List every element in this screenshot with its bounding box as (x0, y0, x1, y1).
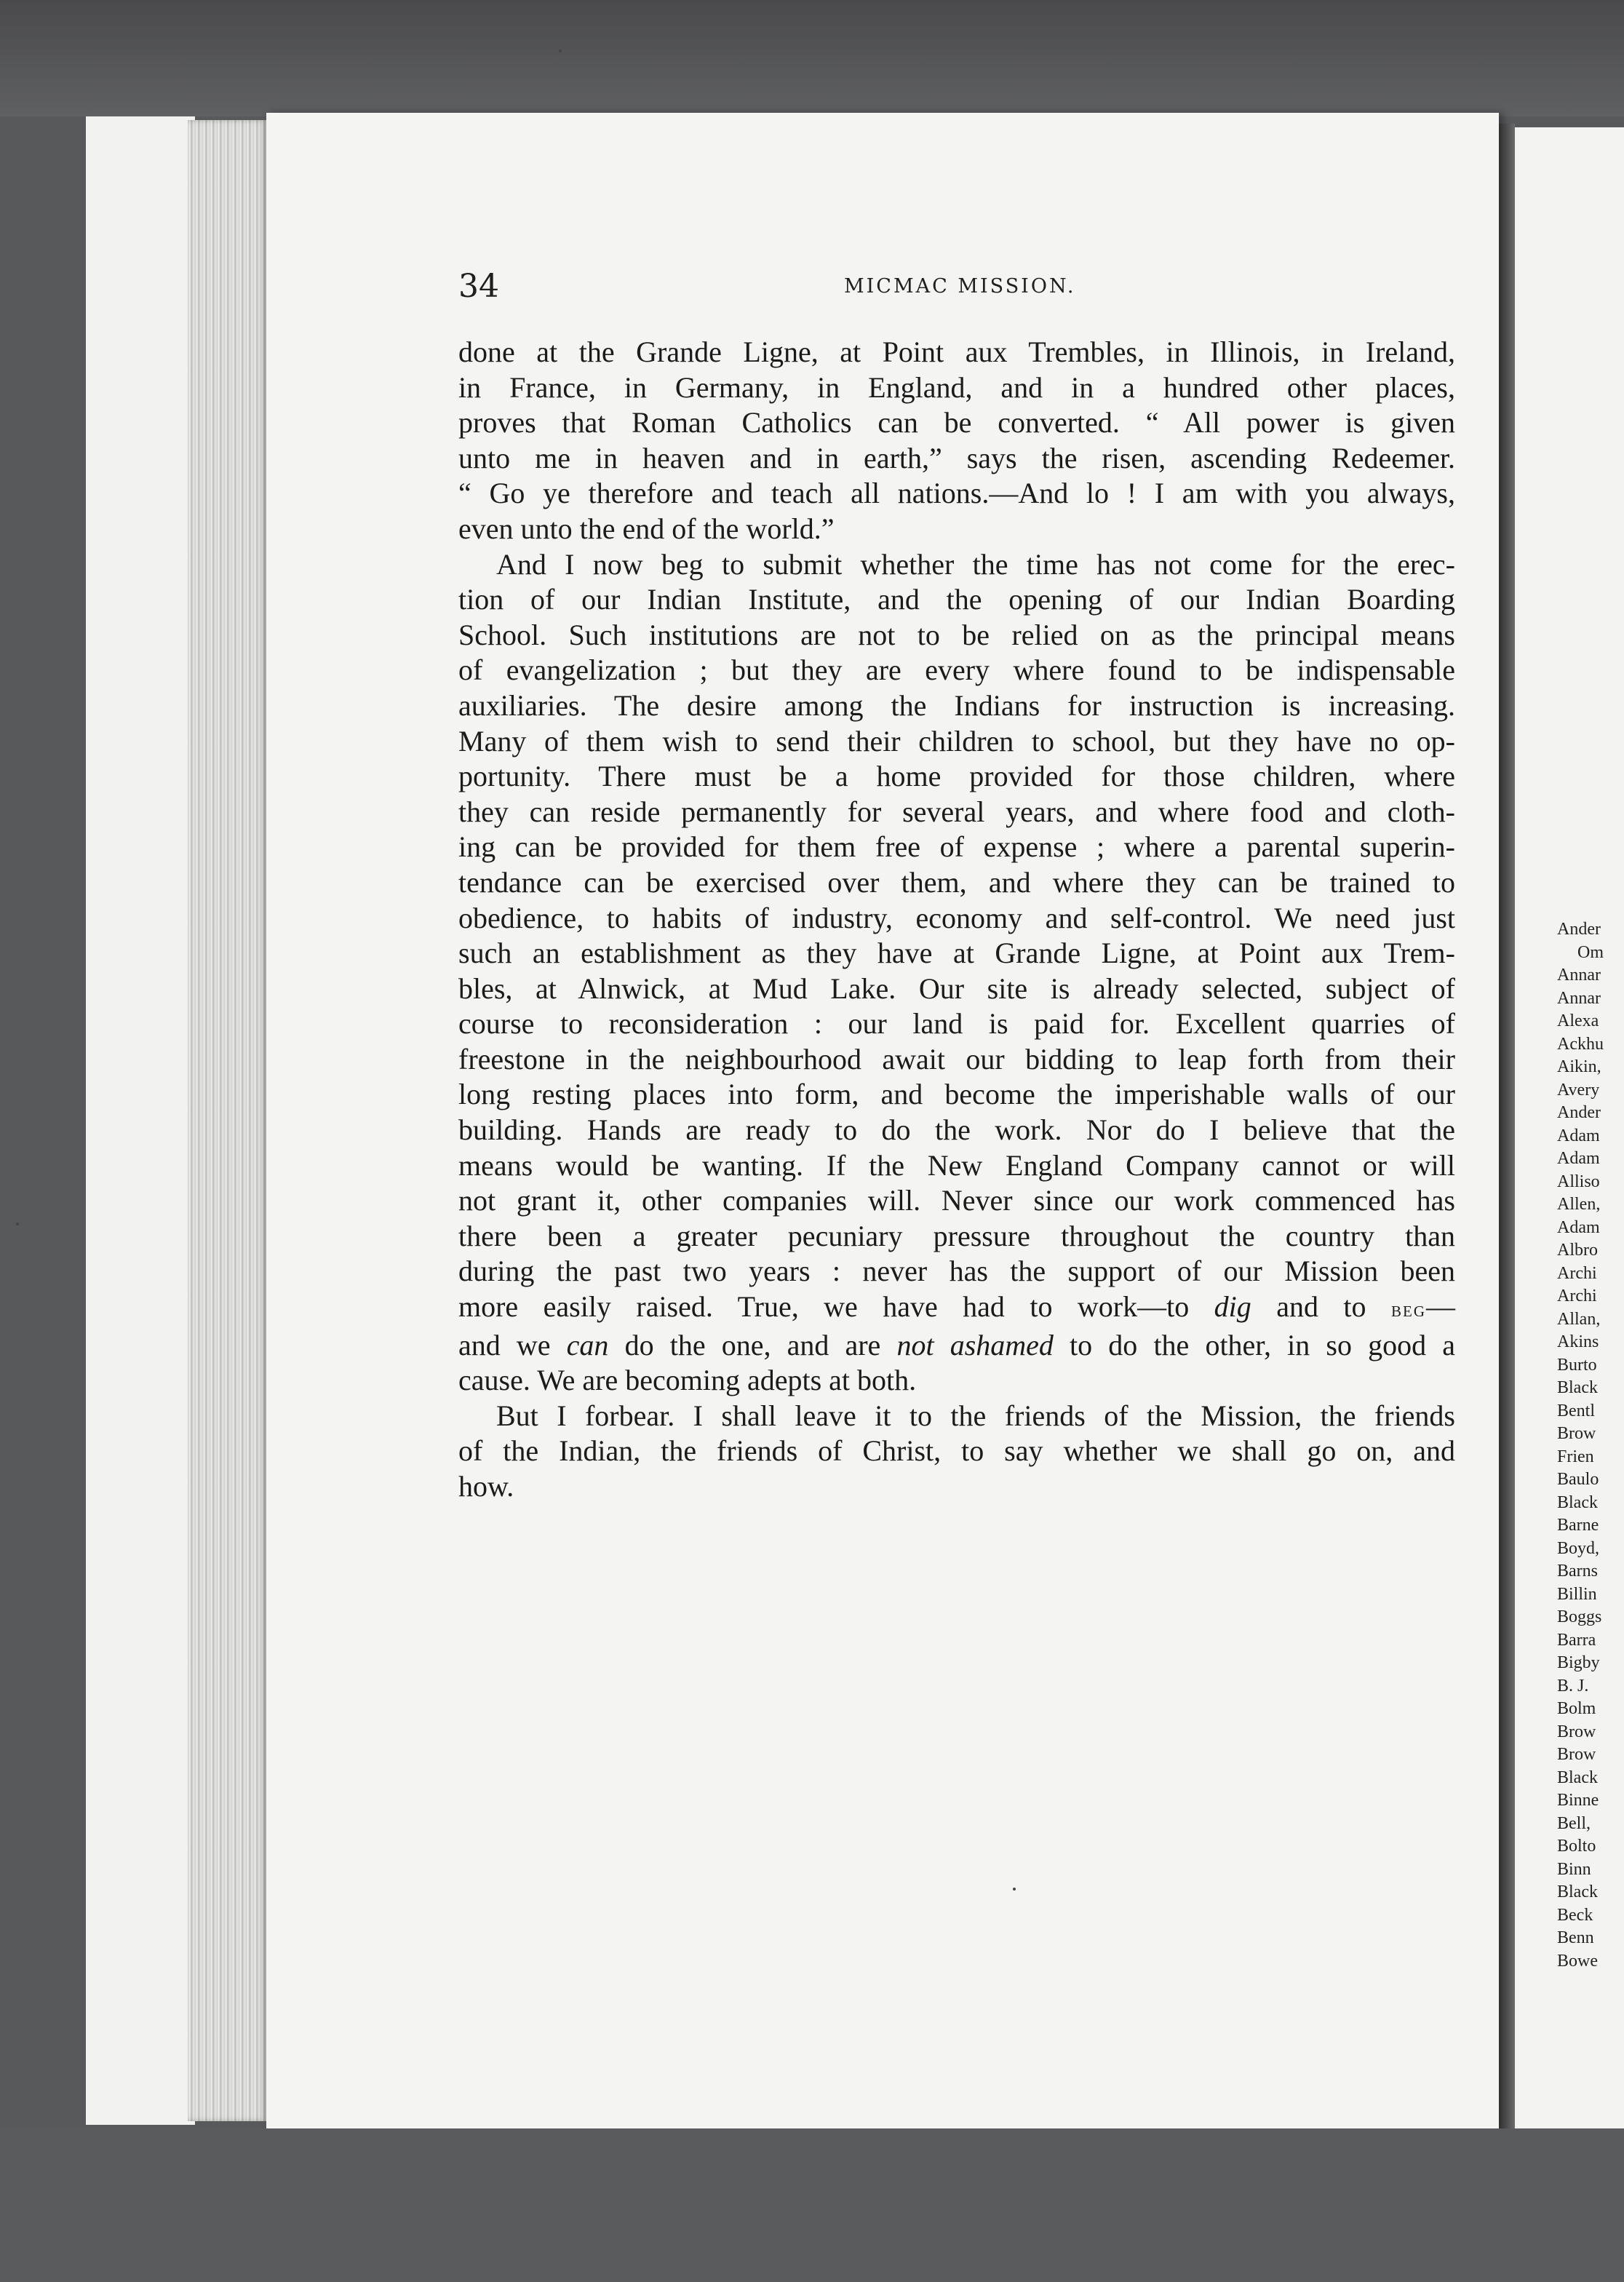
text-line-mixed (458, 1289, 1455, 1328)
index-entry: B. J. (1557, 1676, 1589, 1695)
index-entry: Benn (1557, 1928, 1594, 1947)
index-entry: Ander (1557, 1103, 1601, 1122)
italic-phrase: not ashamed (896, 1328, 1054, 1361)
index-entry: Brow (1557, 1745, 1596, 1764)
index-entry: Beck (1557, 1905, 1593, 1925)
body-text (458, 335, 1455, 1505)
index-entry: Boggs (1557, 1607, 1602, 1626)
index-entry: Annar (1557, 988, 1601, 1008)
index-entry: Bentl (1557, 1401, 1595, 1420)
text-line: in France, in Germany, in England, and in a hundred other places, (458, 370, 1455, 404)
index-entry: Akins (1557, 1332, 1599, 1351)
text-line: But I forbear. I shall leave it to the friends of the Mission, the friends (496, 1399, 1455, 1432)
text-line: not grant it, other companies will. Never since our work commenced has (458, 1184, 1455, 1217)
text-line: “ Go ye therefore and teach all nations.—And lo ! I am with you always, (458, 477, 1455, 510)
text-line: cause. We are becoming adepts at both. (458, 1364, 917, 1397)
speck-mark (1013, 1888, 1016, 1891)
index-entry: Archi (1557, 1287, 1597, 1305)
page-stack-edge (188, 120, 268, 2121)
index-entry: Ackhu (1557, 1034, 1604, 1054)
right-page-index-column (1557, 918, 1624, 1973)
text-line: means would be wanting. If the New England Company cannot or will (458, 1148, 1455, 1182)
speck-mark (16, 1222, 19, 1225)
text-line: portunity. There must be a home provided for those children, where (458, 760, 1455, 793)
text-line: proves that Roman Catholics can be converted. “ All power is given (458, 406, 1455, 440)
text-line-mixed (458, 1328, 1455, 1364)
text-line: unto me in heaven and in earth,” says the risen, ascending Redeemer. (458, 441, 1455, 474)
index-entry: Black (1557, 1492, 1598, 1512)
index-entry: Black (1557, 1768, 1598, 1787)
index-entry: Burto (1557, 1355, 1597, 1375)
text-line: Many of them wish to send their children to school, but they have no op- (458, 724, 1455, 758)
text-line: of the Indian, the friends of Christ, to say whether we shall go on, and (458, 1434, 1455, 1468)
text-line: bles, at Alnwick, at Mud Lake. Our site is already selected, subject of (458, 971, 1455, 1005)
text-line: ing can be provided for them free of expense ; where a parental superin- (458, 830, 1455, 864)
index-entry: Adam (1557, 1149, 1600, 1168)
text-line: such an establishment as they have at Grande Ligne, at Point aux Trem- (458, 937, 1455, 970)
text-line: there been a greater pecuniary pressure throughout the country than (458, 1219, 1455, 1252)
index-entry: Bigby (1557, 1653, 1600, 1672)
text-line: done at the Grande Ligne, at Point aux Trembles, in Illinois, in Ireland, (458, 335, 1455, 368)
index-entry: Bowe (1557, 1951, 1598, 1971)
italic-word: can (566, 1328, 609, 1361)
paragraph-2 (458, 547, 1455, 1399)
index-entry: Ander (1557, 920, 1601, 939)
index-entry: Om (1577, 942, 1604, 962)
index-entry: Black (1557, 1883, 1598, 1901)
left-page-margin (86, 116, 195, 2125)
text-line: course to reconsideration : our land is paid for. Excellent quarries of (458, 1007, 1455, 1041)
index-entry: Allen, (1557, 1195, 1601, 1214)
index-entry: Alliso (1557, 1172, 1600, 1191)
text-line: building. Hands are ready to do the work. Nor do I believe that the (458, 1113, 1455, 1147)
index-entry: Archi (1557, 1263, 1597, 1283)
speck-mark (559, 49, 562, 52)
text-line: auxiliaries. The desire among the Indians for instruction is increasing. (458, 688, 1455, 722)
text-segment: to do the other, in so good a (1053, 1328, 1456, 1361)
index-entry: Brow (1557, 1424, 1596, 1443)
text-segment: and we (458, 1328, 567, 1361)
scanner-frame-bottom (0, 2128, 1624, 2282)
text-line: And I now beg to submit whether the time has not come for the erec- (496, 547, 1455, 581)
index-entry: Black (1557, 1378, 1598, 1397)
index-entry: Barne (1557, 1516, 1599, 1535)
index-entry: Bolto (1557, 1837, 1596, 1856)
text-line: School. Such institutions are not to be relied on as the principal means (458, 618, 1455, 651)
book-gutter (1499, 124, 1515, 2132)
text-line: long resting places into form, and become the imperishable walls of our (458, 1078, 1455, 1111)
text-line: tendance can be exercised over them, and where they can be trained to (458, 865, 1455, 899)
text-line: they can reside permanently for several years, and where food and cloth- (458, 795, 1455, 828)
index-entry: Brow (1557, 1722, 1596, 1741)
index-entry: Boyd, (1557, 1538, 1600, 1558)
index-entry: Baulo (1557, 1470, 1599, 1489)
index-entry: Billin (1557, 1584, 1597, 1604)
index-entry: Barns (1557, 1562, 1598, 1581)
index-entry: Bolm (1557, 1699, 1596, 1718)
page-number: 34 (458, 268, 499, 305)
paragraph-3 (458, 1399, 1455, 1505)
index-entry: Albro (1557, 1241, 1598, 1260)
index-entry: Bell, (1557, 1813, 1591, 1833)
text-line: during the past two years : never has the support of our Mission been (458, 1255, 1455, 1288)
index-entry: Annar (1557, 966, 1601, 985)
small-caps-word: beg (1391, 1297, 1426, 1322)
index-entry: Barra (1557, 1630, 1596, 1650)
text-segment: more easily raised. True, we have had to work—to (458, 1290, 1214, 1324)
paragraph-1 (458, 335, 1455, 547)
text-line: even unto the end of the world.” (458, 512, 835, 545)
index-entry: Allan, (1557, 1309, 1601, 1329)
text-line: tion of our Indian Institute, and the opening of our Indian Boarding (458, 583, 1455, 616)
index-entry: Avery (1557, 1080, 1600, 1100)
index-entry: Alexa (1557, 1011, 1599, 1030)
page-title: MICMAC MISSION. (844, 275, 1076, 298)
text-line: of evangelization ; but they are every where found to be indispensable (458, 653, 1455, 687)
text-segment: and to (1251, 1290, 1391, 1324)
index-entry: Binne (1557, 1791, 1599, 1810)
running-head (458, 268, 1455, 311)
italic-word: dig (1214, 1290, 1251, 1324)
index-entry: Aikin, (1557, 1057, 1601, 1076)
index-entry: Frien (1557, 1447, 1594, 1466)
text-line: obedience, to habits of industry, economy and self-control. We need just (458, 901, 1455, 934)
text-line: how. (458, 1470, 514, 1503)
index-entry: Adam (1557, 1126, 1600, 1145)
index-entry: Adam (1557, 1217, 1600, 1237)
text-segment: do the one, and are (608, 1328, 897, 1361)
text-line: freestone in the neighbourhood await our bidding to leap forth from their (458, 1042, 1455, 1076)
text-segment: — (1426, 1290, 1455, 1324)
index-entry: Binn (1557, 1859, 1591, 1879)
scanner-frame-top (0, 0, 1624, 116)
